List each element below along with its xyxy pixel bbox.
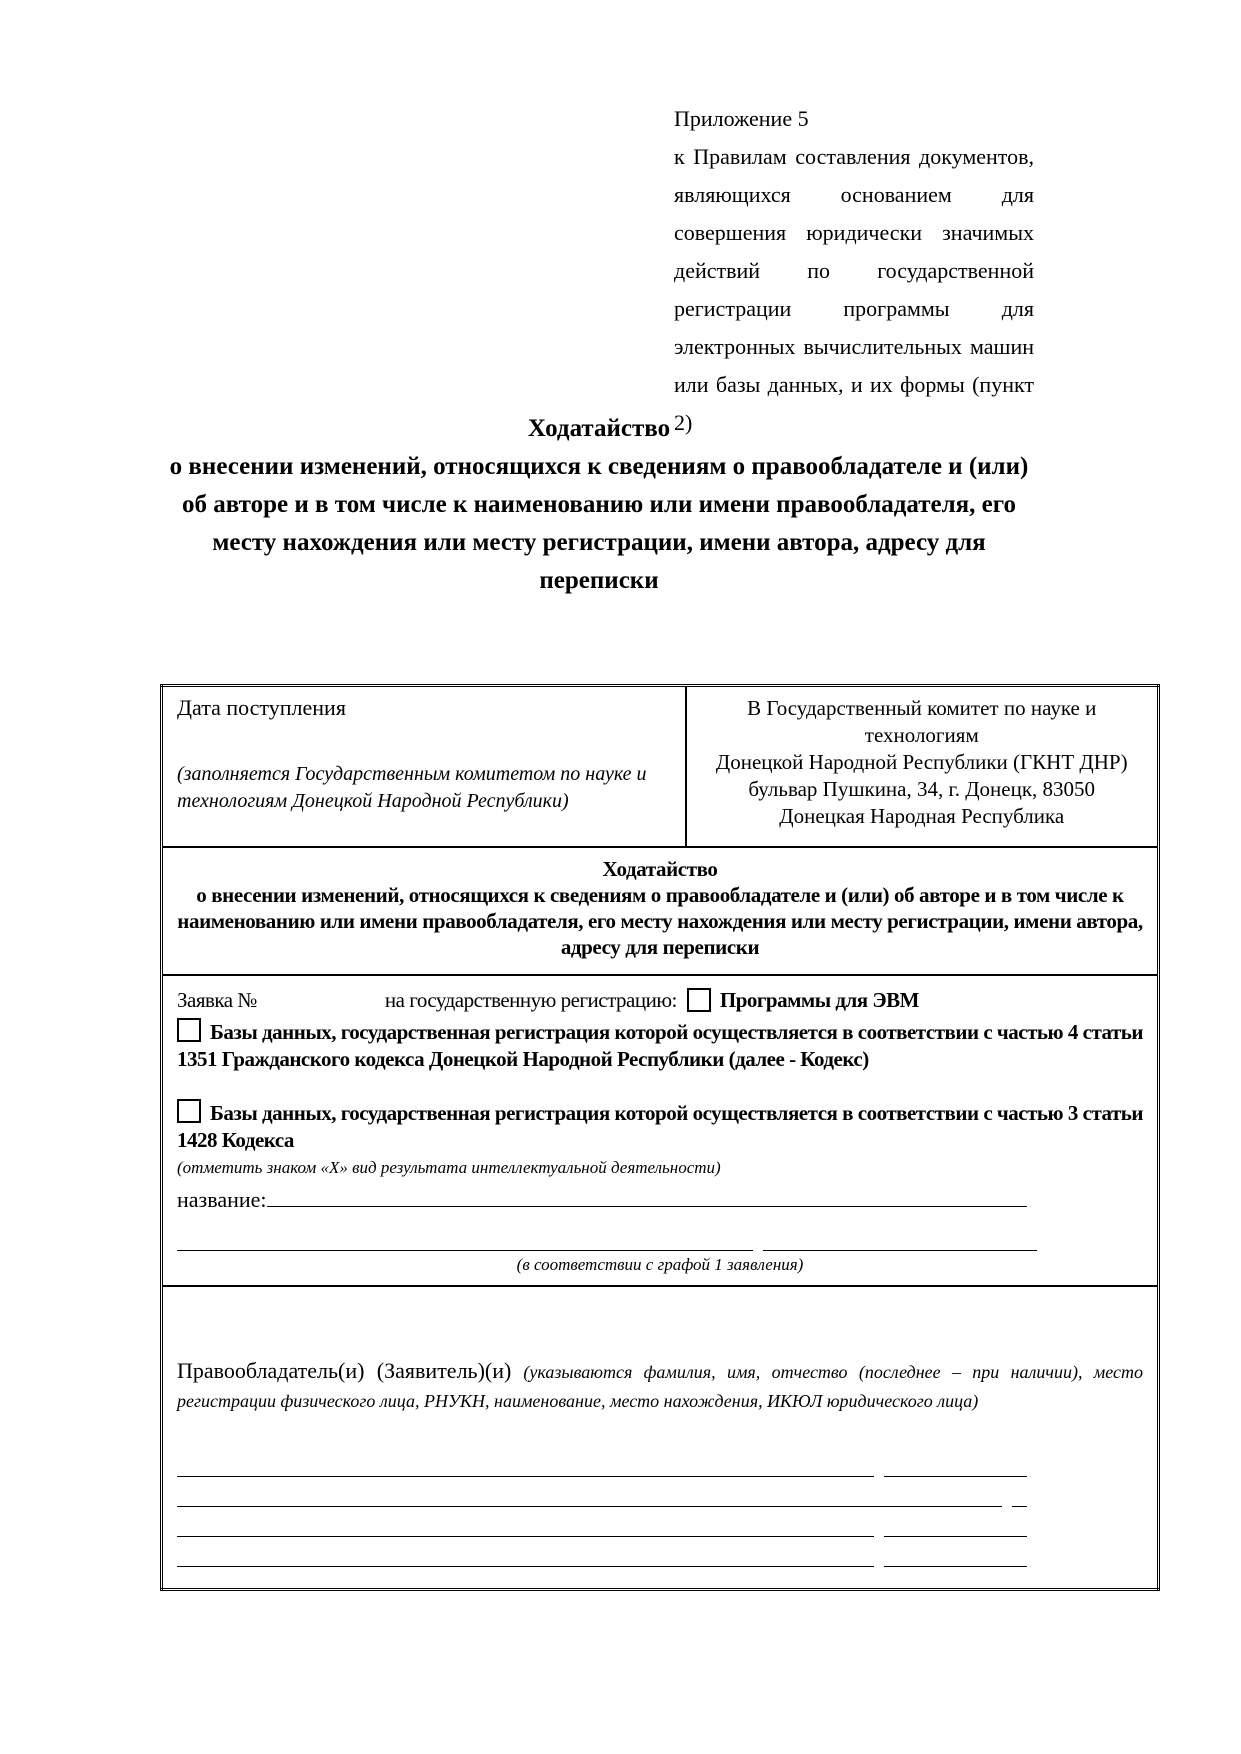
database-part3-checkbox[interactable] [177, 1099, 201, 1123]
addressee-cell [686, 686, 1159, 848]
addressee-line: Донецкая Народная Республика [779, 804, 1065, 828]
rightholder-paragraph [177, 1357, 1143, 1415]
registration-label: на государственную регистрацию: [384, 988, 677, 1012]
application-cell [162, 975, 1159, 1286]
rightholder-write-in-area [177, 1447, 1143, 1567]
program-evm-checkbox[interactable] [687, 988, 711, 1012]
appendix-text: к Правилам составления документов, являющихся основанием для совершения юридически значимых действий по государственной регистрации программы для электронных вычислительных машин или базы данных, и их формы (пункт 2) [674, 144, 1034, 435]
application-number-label: Заявка № [177, 988, 257, 1012]
appendix-note [674, 100, 1034, 442]
database-part3-label: Базы данных, государственная регистрация которой осуществляется в соответствии с частью 3 статьи 1428 Кодекса [177, 1101, 1143, 1152]
rightholder-note: (указываются фамилия, имя, отчество (последнее – при наличии), место регистрации физического лица, РНУКН, наименование, место нахождения, ИКЮЛ юридического лица) [177, 1362, 1144, 1411]
rightholder-input[interactable] [177, 1447, 874, 1477]
appendix-number: Приложение 5 [674, 106, 809, 131]
database-part3-option [177, 1099, 1143, 1154]
rightholder-input[interactable] [884, 1537, 1027, 1567]
page-title [155, 410, 1043, 600]
rightholder-label: Правообладатель(и) (Заявитель)(и) [177, 1358, 512, 1383]
rightholder-input[interactable] [177, 1507, 874, 1537]
addressee-line: бульвар Пушкина, 34, г. Донецк, 83050 [748, 777, 1096, 801]
petition-form-table [160, 684, 1160, 1591]
name-field-input[interactable] [267, 1180, 1028, 1207]
petition-title-cell [162, 847, 1159, 975]
rightholder-input[interactable] [177, 1537, 874, 1567]
database-part4-checkbox[interactable] [177, 1018, 201, 1042]
rightholder-input[interactable] [884, 1447, 1027, 1477]
database-part4-label: Базы данных, государственная регистрация которой осуществляется в соответствии с частью 4 статьи 1351 Гражданского кодекса Донецкой Народной Республики (далее - Кодекс) [177, 1020, 1143, 1071]
page-title-word: Ходатайство [527, 415, 671, 442]
mark-with-x-note: (отметить знаком «Х» вид результата интеллектуальной деятельности) [177, 1158, 721, 1177]
date-of-receipt-note: (заполняется Государственным комитетом по науке и технологиям Донецкой Народной Республики) [177, 763, 647, 812]
name-field-caption: (в соответствии с графой 1 заявления) [516, 1255, 804, 1274]
rightholder-fill-line [177, 1447, 1027, 1477]
date-of-receipt-cell [162, 686, 686, 848]
rightholder-input[interactable] [884, 1507, 1027, 1537]
addressee-line: Донецкой Народной Республики (ГКНТ ДНР) [715, 750, 1128, 774]
rightholder-fill-line [177, 1477, 1027, 1507]
rightholder-row [162, 1286, 1159, 1590]
database-part4-option [177, 1018, 1143, 1073]
petition-title-word: Ходатайство [602, 857, 718, 881]
date-of-receipt-label: Дата поступления [177, 695, 346, 720]
rightholder-fill-line [177, 1537, 1027, 1567]
application-row [162, 975, 1159, 1286]
rightholder-input[interactable] [177, 1477, 1002, 1507]
petition-title-row [162, 847, 1159, 975]
rightholder-input[interactable] [1012, 1477, 1028, 1507]
header-row [162, 686, 1159, 848]
name-continuation-line [177, 1221, 1037, 1251]
name-field-label: название: [177, 1187, 267, 1212]
name-continuation-input[interactable] [763, 1221, 1037, 1251]
name-continuation-input[interactable] [177, 1221, 753, 1251]
rightholder-fill-line [177, 1507, 1027, 1537]
petition-title-body: о внесении изменений, относящихся к сведениям о правообладателе и (или) об авторе и в том числе к наименованию или имени правообладателя, его месту нахождения или месту регистрации, имени автора, адресу для переписки [177, 883, 1143, 959]
addressee-line: В Государственный комитет по науке и технологиям [747, 696, 1097, 747]
program-evm-label: Программы для ЭВМ [719, 988, 919, 1012]
application-number-line [177, 984, 1143, 1016]
page-title-body: о внесении изменений, относящихся к сведениям о правообладателе и (или) об авторе и в том числе к наименованию или имени правообладателя, его месту нахождения или месту регистрации, имени автора, адресу для переписки [169, 453, 1029, 594]
name-field-line [177, 1180, 1027, 1215]
rightholder-cell [162, 1286, 1159, 1590]
